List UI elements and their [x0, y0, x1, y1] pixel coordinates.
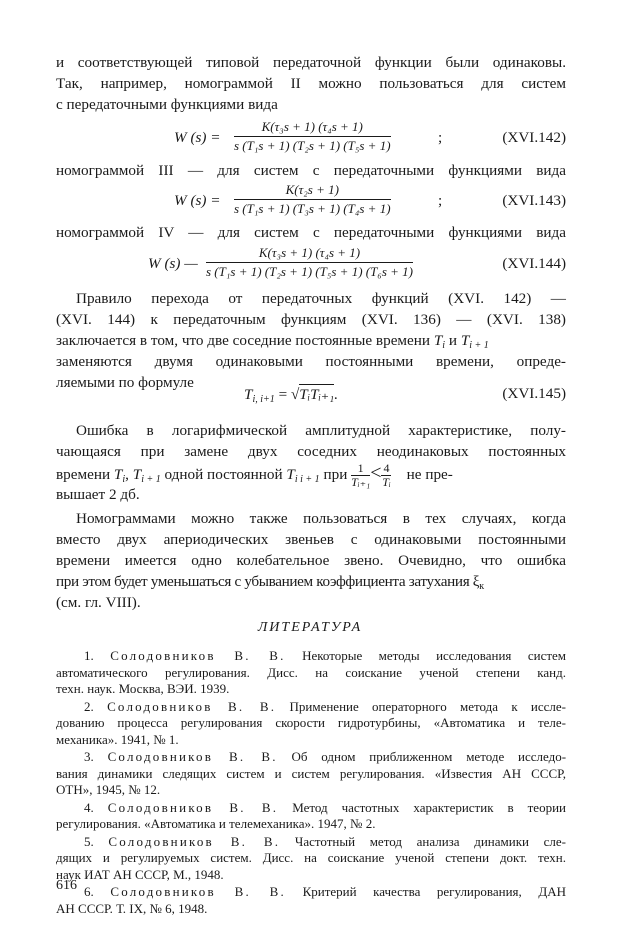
- reference-title: Частотный метод анализа динамики сле-: [294, 833, 566, 849]
- reference-continuation: регулирования. «Автоматика и телемеханика». 1947, № 2.: [56, 816, 376, 831]
- reference-title: Критерий качества регулирования, ДАН: [302, 884, 566, 899]
- nomogram-4-line: номограммой IV — для систем с передаточными функциями вида: [56, 224, 566, 241]
- reference-continuation: наук ИАТ АН СССР, М., 1948.: [56, 866, 224, 882]
- rule-line-3-text: заключается в том, что две соседние постоянные времени: [56, 332, 431, 349]
- reference-title: Об одном приближенном методе исследо-: [291, 749, 567, 764]
- error-line-2: чающаяся при замене двух соседних неодинаковых постоянных: [56, 443, 566, 460]
- reference-item: [56, 834, 566, 884]
- eq-142-semicolon: ;: [438, 129, 443, 146]
- rule-line-3: [56, 330, 566, 351]
- nomo-line-3: времени имеется одно колебательное звено. Очевидно, что ошибка: [56, 552, 566, 569]
- rule-line-4: заменяются двумя одинаковыми постоянными времени, опреде-: [56, 353, 566, 370]
- intro-line-3: с передаточными функциями вида: [56, 96, 278, 113]
- t-i-symbol: $T_i$: [433, 332, 446, 351]
- fraction-4-over-t: $\frac{4}{\text{Tᵢ}}$: [382, 461, 391, 489]
- reference-number: 1.: [84, 648, 94, 663]
- reference-item: [56, 884, 566, 917]
- fraction-1-over-t: $\frac{1}{\text{Tᵢ₊₁}}$: [351, 461, 371, 489]
- reference-continuation: автоматического регулирования. Дисс. на соискание ученой степени канд.: [56, 664, 566, 680]
- nomo-line-5: (см. гл. VIII).: [56, 594, 141, 611]
- reference-first-line: [56, 749, 566, 766]
- reference-continuation: вания динамики следящих систем и систем регулирования. «Известия АН СССР,: [56, 765, 566, 781]
- reference-author: Солодовников В. В.: [107, 698, 277, 714]
- reference-first-line: [56, 800, 566, 817]
- reference-author: Солодовников В. В.: [110, 884, 286, 899]
- reference-first-line: [56, 884, 566, 901]
- error-line-4: вышает 2 дб.: [56, 486, 140, 503]
- nomo-line-1: Номограммами можно также пользоваться в тех случаях, когда: [76, 510, 566, 527]
- equation-xvi-145: [56, 375, 566, 415]
- t-i-plus-1-term: $T_{i + 1}$: [132, 465, 161, 485]
- t-i-plus-1-symbol: $T_{i + 1}$: [460, 332, 489, 351]
- reference-number: 3.: [84, 749, 94, 764]
- equation-xvi-142: [56, 119, 566, 159]
- eq-142-numerator: K(τ₃s + 1) (τ₄s + 1): [234, 119, 391, 137]
- reference-title: Метод частотных характеристик в теории: [292, 799, 566, 815]
- eq-143-lhs: W (s) =: [174, 192, 221, 209]
- rule-line-1: Правило перехода от передаточных функций (XVI. 142) —: [76, 290, 566, 307]
- eq-144-numerator: K(τ₃s + 1) (τ₄s + 1): [206, 245, 413, 263]
- reference-title: Некоторые методы исследования систем: [302, 648, 567, 663]
- error-line-1: Ошибка в логарифмической амплитудной характеристике, полу-: [76, 422, 566, 439]
- reference-item: [56, 648, 566, 698]
- eq-145-label: (XVI.145): [502, 385, 566, 402]
- reference-first-line: [56, 699, 566, 716]
- error-line-3: времени $T_i$, $T_{i + 1}$ одной постоянной $T_{i i + 1}$ при $\frac{1}{\text{Tᵢ₊₁}}$ < $\frac{4}{\text{Tᵢ}}$ не пре-: [56, 461, 453, 489]
- literature-heading: ЛИТЕРАТУРА: [257, 620, 363, 635]
- sqrt-sign: √: [290, 386, 300, 403]
- eq-143-numerator: K(τ₂s + 1): [234, 182, 391, 200]
- eq-145-lhs: $T_{i, i+1}$ = √TᵢTᵢ₊₁.: [244, 386, 339, 405]
- reference-number: 4.: [84, 799, 94, 815]
- reference-first-line: [56, 834, 566, 851]
- reference-author: Солодовников В. В.: [108, 833, 281, 849]
- reference-number: 6.: [84, 884, 94, 899]
- reference-item: [56, 699, 566, 749]
- eq-142-lhs: W (s) =: [174, 129, 221, 146]
- nomo-line-4: при этом будет уменьшаться с убыванием коэффициента затухания $\xi_к$: [56, 573, 484, 592]
- reference-number: 5.: [84, 833, 94, 849]
- nomogram-3-line: номограммой III — для систем с передаточными функциями вида: [56, 162, 566, 179]
- reference-author: Солодовников В. В.: [110, 648, 286, 663]
- nomo-line-2: вместо двух апериодических звеньев с одинаковыми постоянными: [56, 531, 566, 548]
- intro-line-1: и соответствующей типовой передаточной функции были одинаковы.: [56, 54, 566, 71]
- equation-xvi-143: [56, 182, 566, 222]
- eq-143-fraction: [234, 182, 391, 217]
- reference-continuation: дящих и регулируемых систем. Дисс. на соискание ученой степени докт. техн.: [56, 850, 566, 865]
- eq-143-denominator: s (T₁s + 1) (T₃s + 1) (T₄s + 1): [234, 201, 391, 216]
- reference-continuation: АН СССР. Т. IX, № 6, 1948.: [56, 900, 208, 916]
- reference-author: Солодовников В. В.: [107, 799, 279, 815]
- equation-xvi-144: [56, 245, 566, 285]
- reference-continuation: техн. наук. Москва, ВЭИ. 1939.: [56, 681, 230, 696]
- reference-item: [56, 749, 566, 799]
- rule-line-2: (XVI. 144) к передаточным функциям (XVI. 136) — (XVI. 138): [56, 311, 566, 328]
- rule-line-5: ляемыми по формуле: [56, 374, 194, 391]
- eq-144-fraction: [206, 245, 413, 280]
- reference-continuation: ОТН», 1945, № 12.: [56, 782, 161, 797]
- eq-144-denominator: s (T₁s + 1) (T₂s + 1) (T₅s + 1) (T₆s + 1): [206, 264, 414, 279]
- eq-142-label: (XVI.142): [502, 129, 566, 146]
- reference-author: Солодовников В. В.: [107, 749, 278, 764]
- t-ii-plus-1-term: $T_{i i + 1}$: [286, 465, 320, 485]
- page-number: 616: [56, 878, 77, 893]
- eq-142-fraction: [234, 119, 391, 154]
- eq-145-radicand: TᵢTᵢ₊₁: [299, 386, 335, 403]
- rule-line-3-and: и: [448, 332, 458, 349]
- eq-143-semicolon: ;: [438, 192, 443, 209]
- eq-144-lhs: W (s) —: [148, 255, 198, 272]
- eq-143-label: (XVI.143): [502, 192, 566, 209]
- reference-continuation: дованию процесса регулирования скорости гидротурбины, «Автоматика и теле-: [56, 715, 566, 730]
- reference-first-line: [56, 648, 566, 665]
- eq-142-denominator: s (T₁s + 1) (T₂s + 1) (T₅s + 1): [234, 138, 391, 153]
- intro-line-2: Так, например, номограммой II можно пользоваться для систем: [56, 75, 566, 92]
- eq-144-label: (XVI.144): [502, 255, 566, 272]
- reference-number: 2.: [84, 698, 94, 714]
- t-i-term: $T_i$: [113, 465, 126, 485]
- reference-continuation: механика». 1941, № 1.: [56, 731, 179, 747]
- reference-item: [56, 800, 566, 833]
- reference-title: Применение операторного метода к иссле-: [289, 698, 567, 714]
